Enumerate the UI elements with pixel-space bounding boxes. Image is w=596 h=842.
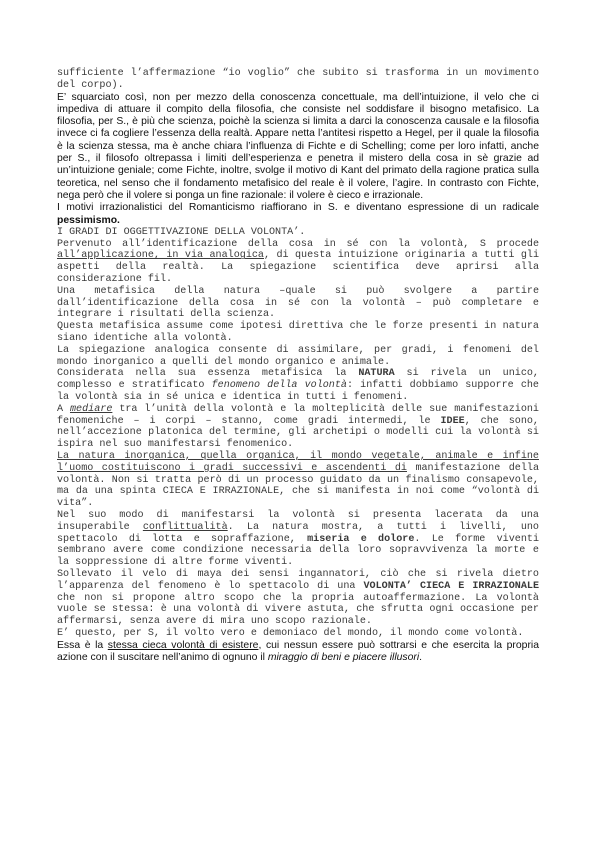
nature-text-a: Considerata nella sua essenza metafisica la (57, 368, 359, 380)
paragraph-hypothesis: Questa metafisica assume come ipotesi direttiva che le forze presenti in natura siano identiche alla volontà. (57, 321, 539, 345)
paragraph-blind-will (57, 640, 539, 665)
conflict-bold: miseria e dolore (307, 533, 415, 545)
conflict-text-b: . La natura mostra, a tutti i livelli, uno spettacolo di lotta e sopraffazione, (57, 521, 539, 545)
pessimism-text: I motivi irrazionalistici del Romanticismo riaffiorano in S. e diventano espressione di un radicale (57, 202, 539, 214)
conflict-text-d: . Le forme viventi sembrano avere come condizione necessaria della loro sopravvivenza la morte e la soppressione di altre forme viventi. (57, 533, 540, 569)
ideas-mediare: mediare (69, 403, 113, 415)
nature-italic: fenomeno della volontà (211, 380, 347, 392)
ideas-text-a: A (57, 403, 70, 415)
blind-will-text-a: Essa è la (57, 639, 108, 651)
document-page (57, 68, 539, 664)
conflict-underlined: conflittualità (142, 521, 228, 533)
blind-will-italic: miraggio di beni e piacere illusori (267, 652, 420, 664)
blind-will-text-d: . (419, 652, 423, 664)
nature-keyword: NATURA (358, 368, 395, 380)
ideas-text-e: , che sono, nell’accezione platonica del termine, gli archetipi o modelli cui la volontà si ispira nel suo manifestarsi fenomenico. (57, 415, 539, 451)
ideas-text-c: tra l’unità della volontà e la molteplicità delle sue manifestazioni fenomeniche – i corpi – stanno, come gradi intermedi, le (57, 403, 539, 427)
ideas-keyword: IDEE (440, 415, 465, 427)
paragraph-nature (57, 368, 539, 403)
maya-text-a: Sollevato il velo di maya dei sensi ingannatori, ciò che si rivela dietro l’apparenza del fenomeno è lo spettacolo di una (57, 568, 539, 592)
analogy-underlined: all’applicazione, in via analogica (57, 250, 264, 262)
paragraph-intuition: E’ squarciato così, non per mezzo della conoscenza concettuale, ma dell’intuizione, il velo che ci impediva di attuare il compito della filosofia, che consiste nel soddisfare il bisogno metafisico. La filosofia, per S., è più che scienza, poichè la scienza si limita a darci la conoscenza causale e la filosofia invece ci fa cogliere l’essenza della realtà. Appare netta l’antitesi rispetto a Hegel, per il quale la filosofia è la scienza stessa, ma è anche chiara l’influenza di Fichte e di Schelling; come per loro infatti, anche per S., il filosofo oltrepassa i limiti dell’esperienza e penetra il mistero della cosa in sè grazie ad un’intuizione geniale; come Fichte, inoltre, svolge il motivo di Kant del primato della ragione pratica sulla teoretica, nel senso che il fondamento metafisico del reale è il volere, l’agire. In contrasto con Fichte, nega però che il volere si ponga un fine razionale: il volere è cieco e irrazionale. (57, 91, 539, 201)
section-heading: I GRADI DI OGGETTIVAZIONE DELLA VOLONTA’. (57, 226, 306, 238)
paragraph-demonic: E’ questo, per S, il volto vero e demoniaco del mondo, il mondo come volontà. (57, 627, 524, 639)
grades-text: manifestazione della volontà. Non si tratta però di un processo guidato da un finalismo consapevole, ma da una spinta CIECA E IRRAZIONALE, che si manifesta in noi come “volontà di vita”. (57, 462, 539, 510)
analogy-text-b: , di questa intuizione originaria a tutti gli aspetti della realtà. La spiegazione scientifica deve aprirsi alla considerazione fil. (57, 250, 540, 286)
paragraph-grades (57, 451, 539, 510)
conflict-text-a: Nel suo modo di manifestarsi la volontà si presenta lacerata da una insuperabile (57, 509, 539, 533)
paragraph-metaphysics: Una metafisica della natura –quale si può svolgere a partire dall’identificazione della cosa in sé con la volontà – può completare e integrare i risultati della scienza. (57, 285, 539, 321)
paragraph-pessimism (57, 202, 539, 227)
paragraph-intro-end: sufficiente l’affermazione “io voglio” che subito si trasforma in un movimento del corpo). (57, 68, 539, 91)
grades-underlined: La natura inorganica, quella organica, il mondo vegetale, animale e infine l’uomo costituiscono i gradi successivi e ascendenti di (57, 451, 539, 474)
blind-will-underlined: stessa cieca volontà di esistere (107, 639, 259, 651)
paragraph-conflict (57, 510, 539, 569)
paragraph-ideas (57, 404, 539, 451)
nature-text-e: : infatti dobbiamo supporre che la volontà sia in sé unica e identica in tutti i fenomeni. (57, 380, 539, 404)
nature-text-c: si rivela un unico, complesso e stratificato (57, 368, 539, 392)
maya-bold: VOLONTA’ CIECA E IRRAZIONALE (363, 580, 540, 592)
paragraph-analogical-explanation: La spiegazione analogica consente di assimilare, per gradi, i fenomeni del mondo inorganico a quelli del mondo organico e animale. (57, 344, 539, 368)
blind-will-text-b: , cui nessun essere può sottrarsi e che esercita la propria azione con il suscitare nell’animo di ognuno il (57, 639, 539, 664)
paragraph-analogy (57, 239, 539, 286)
paragraph-maya (57, 569, 539, 628)
pessimism-keyword: pessimismo. (57, 214, 120, 226)
analogy-text-a: Pervenuto all’identificazione della cosa in sé con la volontà, S procede (57, 238, 539, 250)
maya-text-c: che non si propone altro scopo che la propria autoaffermazione. La volontà vuole se stessa: è una volontà di vivere astuta, che sfrutta ogni occasione per affermarsi, senza avere di mira uno scopo razionale. (57, 592, 539, 628)
